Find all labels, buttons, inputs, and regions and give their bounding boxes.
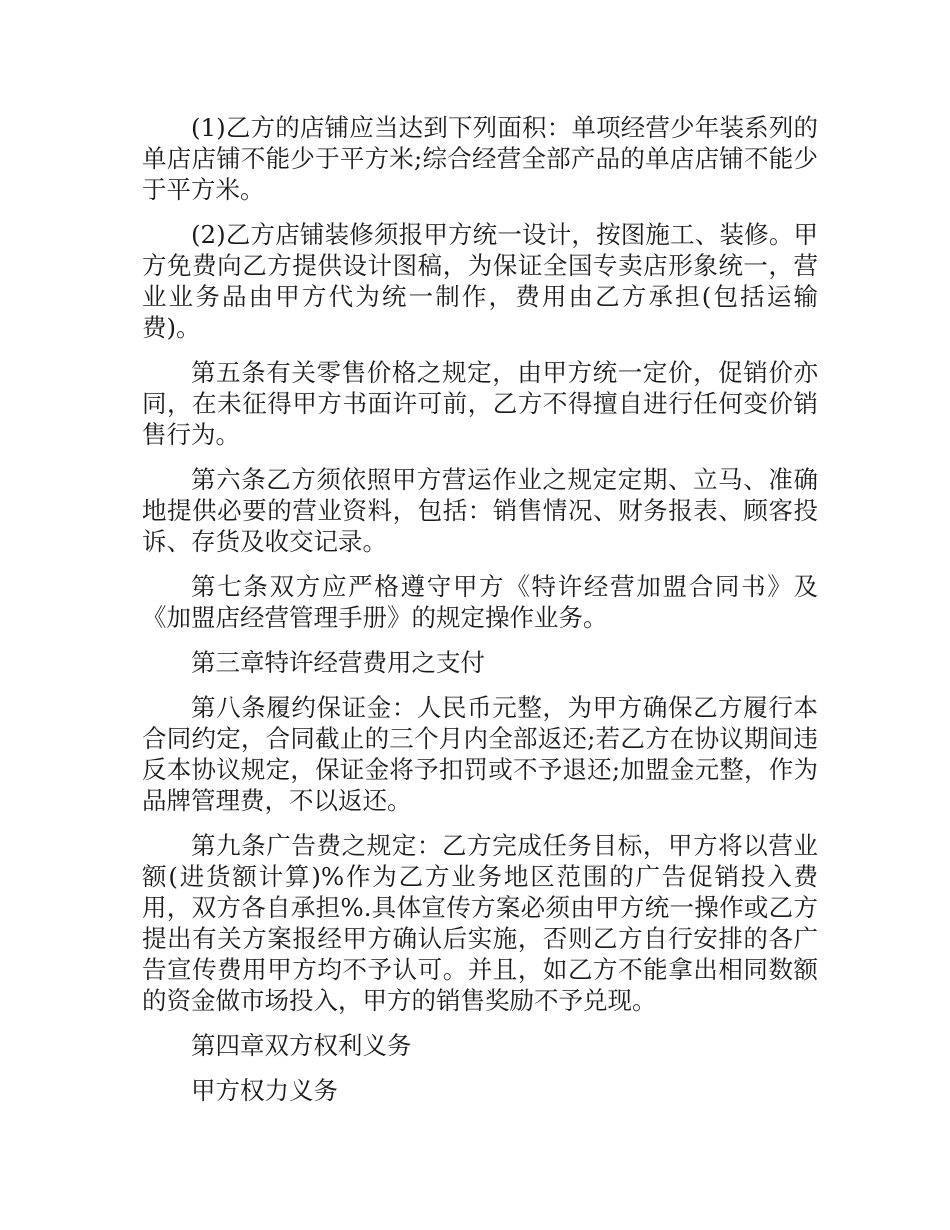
paragraph-article-6: 第六条乙方须依照甲方营运作业之规定定期、立马、准确地提供必要的营业资料，包括：销售情况、财务报表、顾客投诉、存货及收交记录。 [142, 465, 818, 556]
chapter-heading-4: 第四章双方权利义务 [191, 1031, 412, 1060]
paragraph-article-8: 第八条履约保证金：人民币元整，为甲方确保乙方履行本合同约定，合同截止的三个月内全部返还;若乙方在协议期间违反本协议规定，保证金将予扣罚或不予退还;加盟金元整，作为品牌管理费，不以返还。 [142, 693, 818, 815]
chapter-heading-3: 第三章特许经营费用之支付 [191, 648, 485, 677]
paragraph-store-area: (1)乙方的店铺应当达到下列面积：单项经营少年装系列的单店店铺不能少于平方米;综合经营全部产品的单店店铺不能少于平方米。 [142, 113, 818, 204]
paragraph-article-5: 第五条有关零售价格之规定，由甲方统一定价，促销价亦同，在未征得甲方书面许可前，乙方不得擅自进行任何变价销售行为。 [142, 358, 818, 449]
section-heading-party-a: 甲方权力义务 [191, 1076, 338, 1105]
paragraph-article-9: 第九条广告费之规定：乙方完成任务目标，甲方将以营业额(进货额计算)%作为乙方业务地区范围的广告促销投入费用，双方各自承担%.具体宣传方案必须由甲方统一操作或乙方提出有关方案报经甲方确认后实施，否则乙方自行安排的各广告宣传费用甲方均不予认可。并且，如乙方不能拿出相同数额的资金做市场投入，甲方的销售奖励不予兑现。 [142, 831, 818, 1015]
paragraph-store-decoration: (2)乙方店铺装修须报甲方统一设计，按图施工、装修。甲方免费向乙方提供设计图稿，为保证全国专卖店形象统一，营业业务品由甲方代为统一制作，费用由乙方承担(包括运输费)。 [142, 220, 818, 342]
document-body [142, 112, 818, 1120]
paragraph-article-7: 第七条双方应严格遵守甲方《特许经营加盟合同书》及《加盟店经营管理手册》的规定操作业务。 [142, 572, 818, 632]
